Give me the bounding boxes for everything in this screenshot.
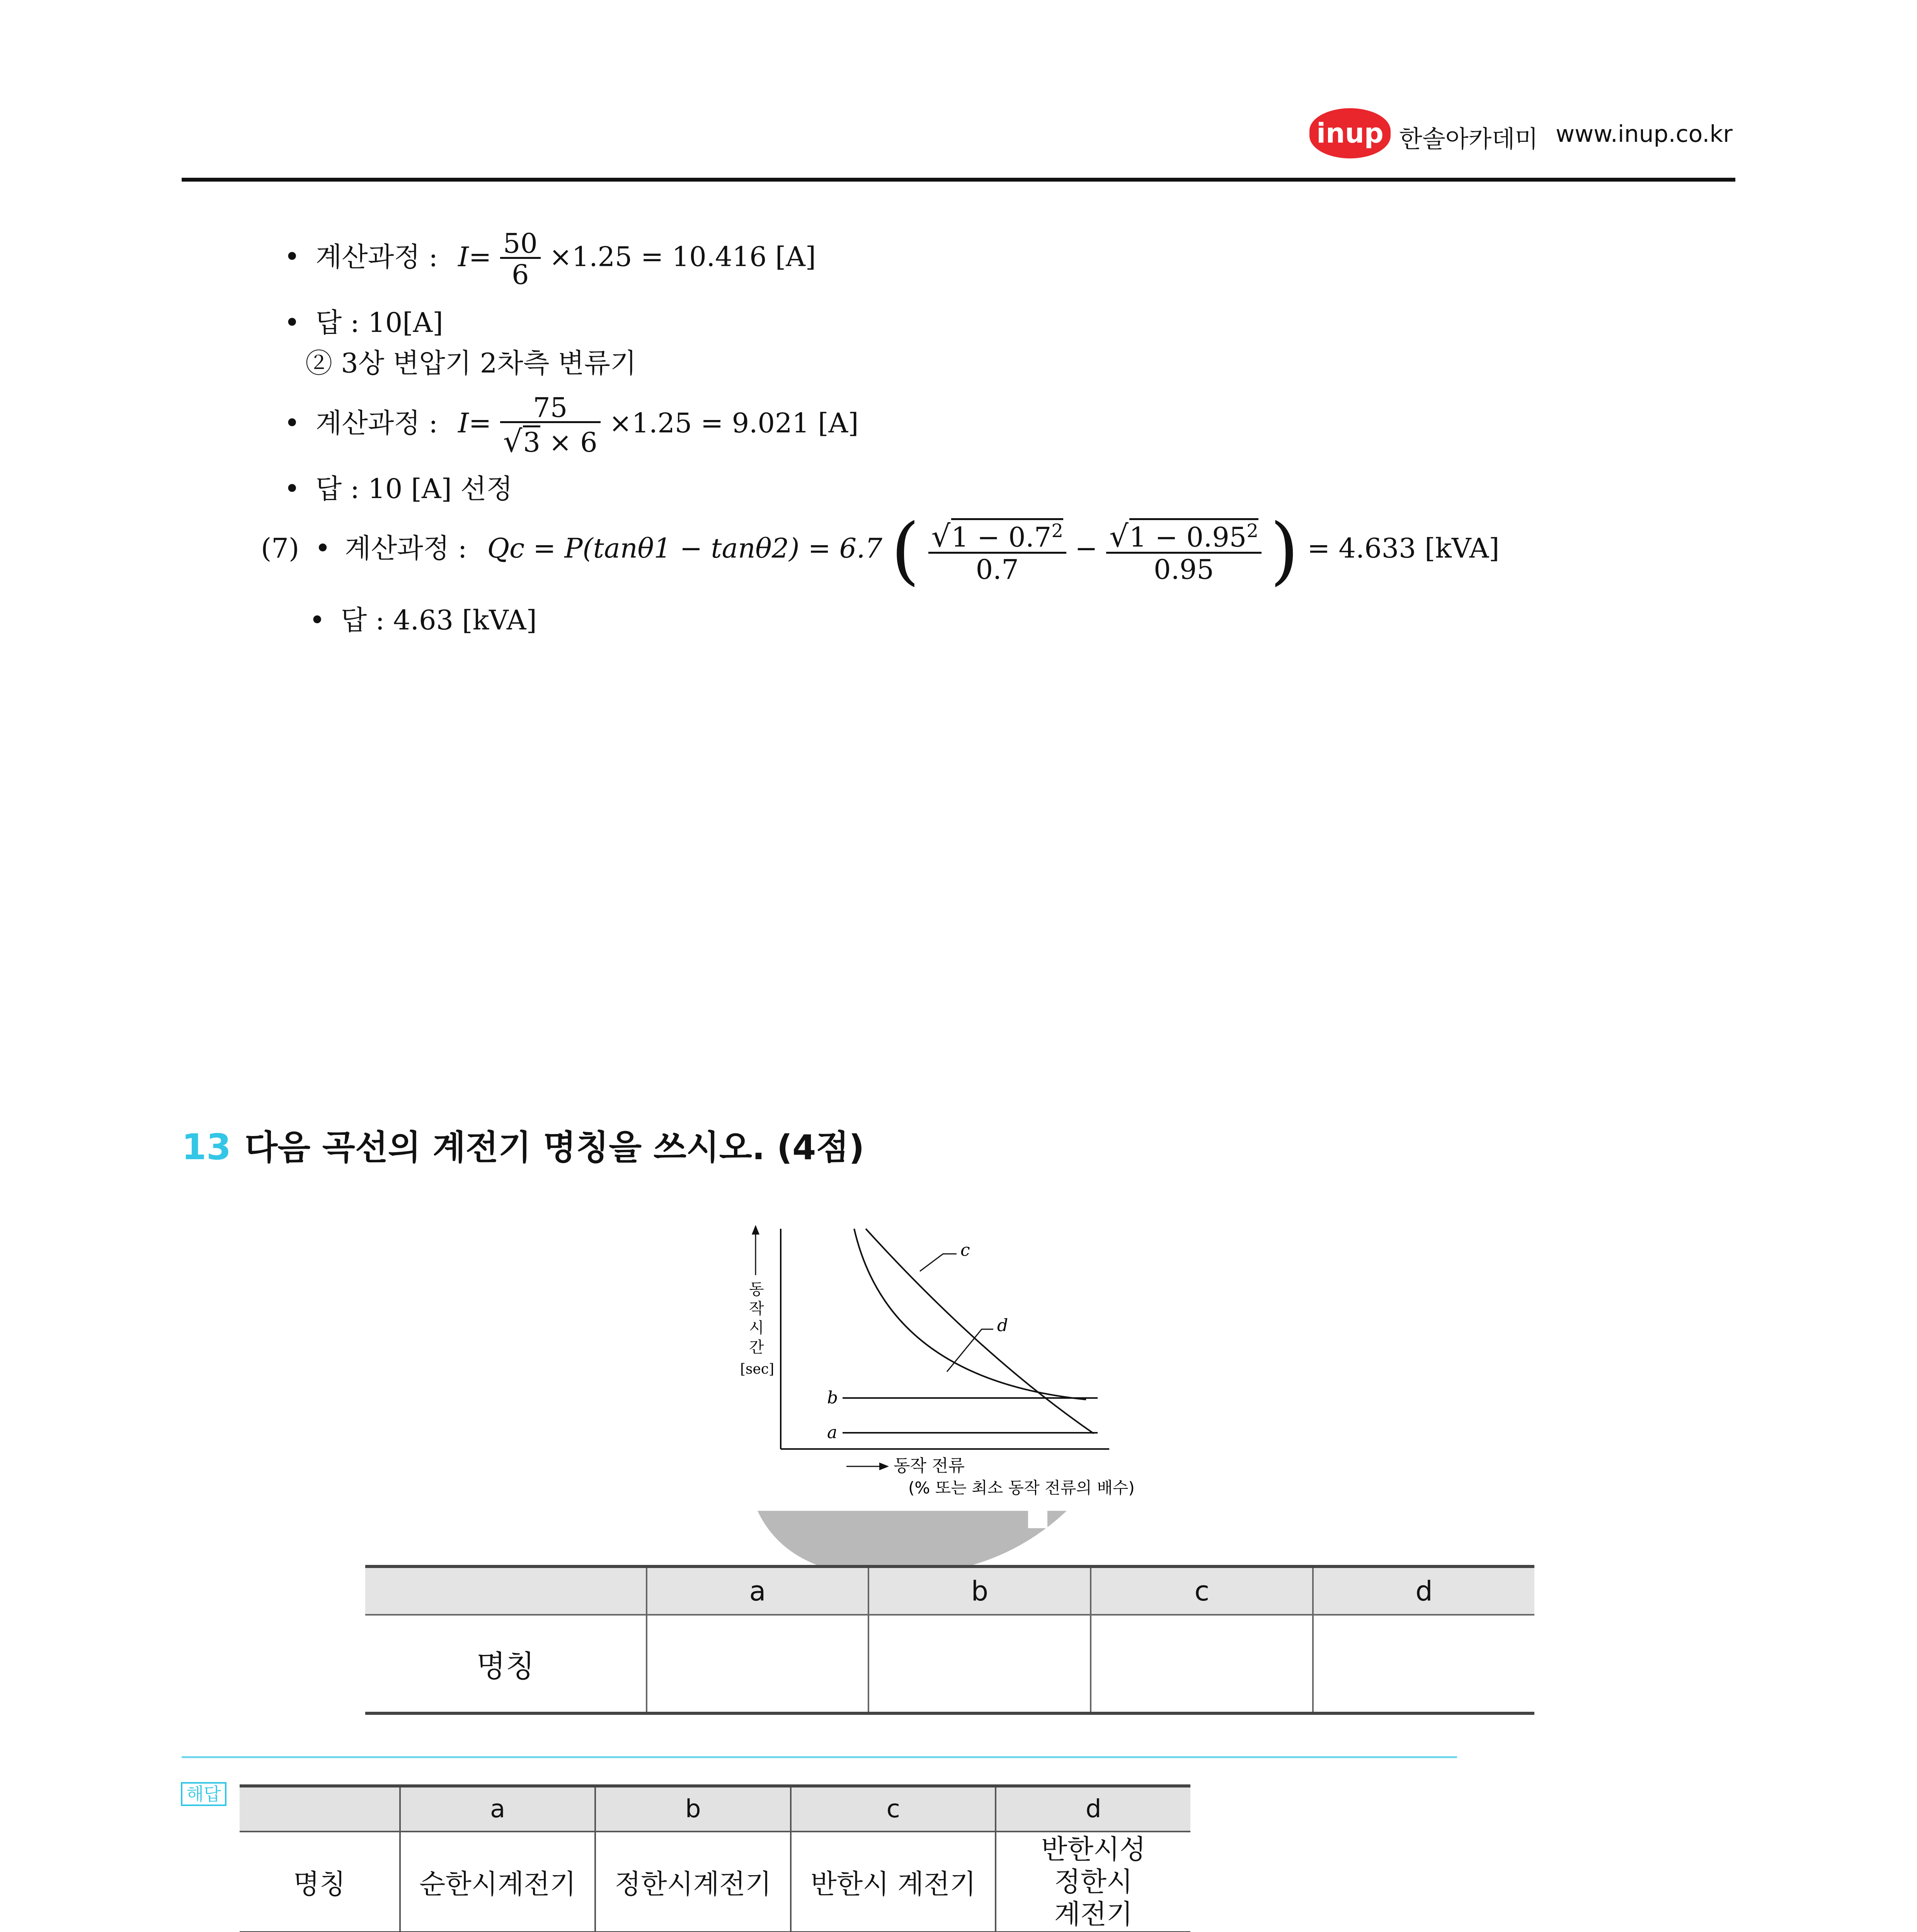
bullet: •: [309, 604, 325, 636]
y-label-char-2: 작: [749, 1300, 764, 1318]
table-header-cell: [365, 1566, 647, 1615]
sqrt-operand: 3: [523, 425, 540, 456]
answer-line-1: [284, 309, 443, 336]
table-row: [365, 1615, 1534, 1713]
answer-cell-d-line: 정한시: [1054, 1866, 1133, 1898]
header: [182, 108, 1735, 185]
calc-label: 계산과정 :: [344, 532, 467, 564]
fraction-numerator: 50: [503, 228, 538, 259]
curve-label-a: a: [827, 1423, 838, 1442]
answer-line-3: [309, 604, 537, 636]
fraction-denominator: 0.7: [928, 552, 1066, 583]
fraction: [500, 228, 541, 291]
answer-blank-b[interactable]: [868, 1615, 1091, 1713]
answer-header-cell: [240, 1786, 400, 1832]
answer-header-cell: b: [595, 1786, 791, 1832]
fraction-numerator: 75: [533, 392, 568, 423]
y-label-char-1: 동: [749, 1281, 764, 1298]
fraction-numerator: [928, 518, 1066, 554]
answer-table: [240, 1784, 1190, 1932]
question-13: [182, 1121, 865, 1169]
paren-right: ): [1270, 508, 1299, 593]
answer-cell-a: 순한시계전기: [400, 1832, 596, 1932]
answer-blank-a[interactable]: [647, 1615, 869, 1713]
fraction-denominator: [500, 421, 601, 457]
relay-curve-svg: [727, 1217, 1229, 1604]
subheading-text: ② 3상 변압기 2차측 변류기: [305, 347, 637, 379]
y-unit: [sec]: [740, 1361, 775, 1377]
brand-name: 한솔아카데미: [1399, 125, 1538, 153]
brand-logo: [1309, 108, 1391, 158]
answer-header-cell: d: [996, 1786, 1190, 1832]
answer-row-label: 명칭: [240, 1832, 400, 1932]
calc-lhs: I=: [458, 407, 492, 439]
table-header-row: [365, 1566, 1534, 1615]
calc-label: 계산과정 :: [315, 407, 438, 439]
sqrt-operand: [1129, 518, 1258, 551]
question-number: 13: [182, 1126, 232, 1168]
x-label: 동작 전류: [894, 1456, 965, 1476]
answer-badge: [181, 1782, 226, 1806]
table-header-cell: a: [647, 1566, 869, 1615]
leader-c: [920, 1254, 957, 1271]
calc-line-2: [284, 394, 858, 457]
calc-result: = 4.633 [kVA]: [1307, 532, 1500, 564]
answer-text: 답 : 10[A]: [315, 307, 443, 338]
answer-cell-d-line: 계전기: [1054, 1898, 1133, 1930]
brand-url: www.inup.co.kr: [1556, 121, 1733, 148]
sqrt-operand: [951, 518, 1063, 551]
exponent: 2: [1246, 520, 1258, 542]
bullet: •: [284, 241, 300, 273]
answer-cell-d-line: 반한시성: [1041, 1833, 1146, 1865]
fraction-denominator: 6: [500, 257, 541, 288]
table-header-cell: b: [868, 1566, 1091, 1615]
logo-text: inup: [1316, 117, 1384, 149]
item-number: (7): [261, 532, 300, 564]
answer-cell-b: 정한시계전기: [595, 1832, 791, 1932]
calc-lhs: I=: [458, 241, 492, 273]
bullet: •: [284, 407, 300, 439]
sqrt-fraction-2: [1106, 518, 1262, 583]
curve-label-d: d: [997, 1316, 1008, 1335]
answer-cell-d: [996, 1832, 1190, 1932]
calc-label: 계산과정 :: [315, 241, 438, 273]
answer-header-row: [240, 1786, 1190, 1832]
x-arrow-head-icon: [879, 1463, 889, 1470]
calc-expression: Qc = P(tanθ1 − tanθ2) = 6.7: [487, 532, 882, 564]
question-table: [365, 1565, 1534, 1715]
paren-left: (: [891, 508, 920, 593]
operand-text: 1 − 0.95: [1129, 521, 1247, 553]
sqrt-icon: √: [503, 424, 523, 459]
answer-divider: [182, 1756, 1457, 1758]
operand-text: 1 − 0.7: [951, 521, 1052, 553]
answer-blank-c[interactable]: [1091, 1615, 1313, 1713]
calc-rest: ×1.25 = 10.416 [A]: [549, 241, 816, 273]
table-header-cell: c: [1091, 1566, 1313, 1615]
minus-sign: −: [1075, 532, 1098, 564]
calc-rest: ×1.25 = 9.021 [A]: [609, 407, 859, 439]
sqrt-icon: √: [1109, 519, 1129, 554]
x-sublabel: (% 또는 최소 동작 전류의 배수): [908, 1478, 1135, 1497]
bullet: •: [284, 473, 300, 505]
sqrt-icon: √: [931, 519, 951, 554]
row-label: 명칭: [365, 1615, 647, 1713]
answer-cell-c: 반한시 계전기: [791, 1832, 996, 1932]
fraction-denominator: 0.95: [1106, 552, 1262, 583]
bullet: •: [315, 532, 331, 564]
subheading-transformer: [305, 347, 637, 379]
bullet: •: [284, 307, 300, 338]
calc-line-7: [261, 508, 1500, 593]
answer-text: 답 : 4.63 [kVA]: [340, 604, 537, 636]
y-label-char-4: 간: [749, 1338, 764, 1356]
calc-line-1: [284, 228, 816, 291]
curve-label-b: b: [827, 1388, 838, 1408]
answer-blank-d[interactable]: [1313, 1615, 1534, 1713]
answer-header-cell: a: [400, 1786, 596, 1832]
header-rule: [182, 178, 1735, 182]
curve-label-c: c: [960, 1240, 970, 1260]
exponent: 2: [1051, 520, 1063, 542]
relay-curve-figure: [727, 1217, 1229, 1604]
sqrt-fraction-1: [928, 518, 1066, 583]
y-arrow-head-icon: [752, 1225, 759, 1235]
decorative-box: [1028, 1511, 1047, 1528]
fraction-numerator: [1106, 518, 1262, 554]
leader-d: [947, 1329, 993, 1372]
answer-line-2: [284, 473, 513, 505]
y-label-char-3: 시: [749, 1319, 764, 1337]
question-text: 다음 곡선의 계전기 명칭을 쓰시오. (4점): [245, 1128, 865, 1167]
answer-badge-text: 해답: [186, 1784, 221, 1804]
fraction: [500, 394, 601, 457]
denominator-rest: × 6: [540, 427, 598, 458]
answer-text: 답 : 10 [A] 선정: [315, 473, 513, 505]
answer-row: [240, 1832, 1190, 1932]
table-header-cell: d: [1313, 1566, 1534, 1615]
answer-header-cell: c: [791, 1786, 996, 1832]
